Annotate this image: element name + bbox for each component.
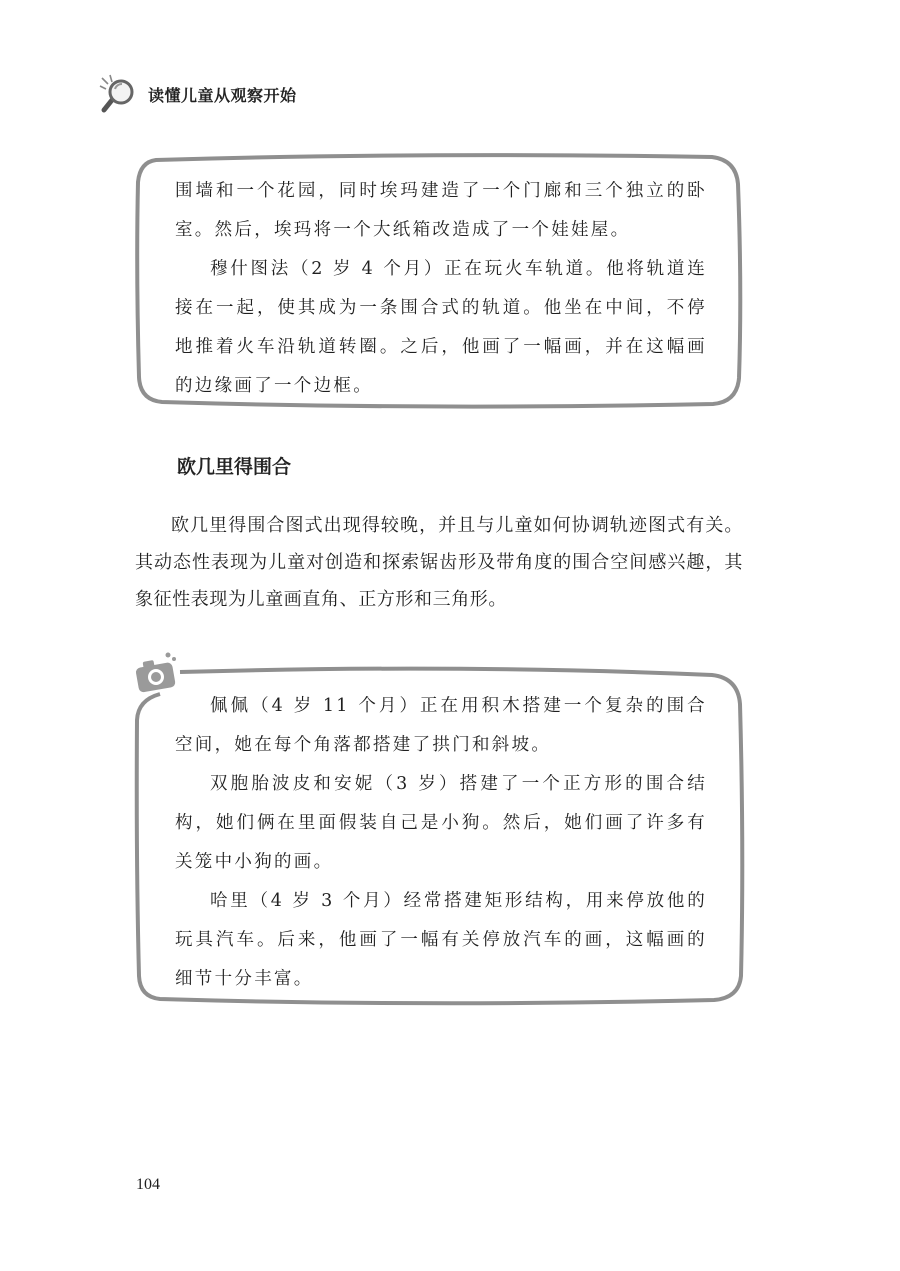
camera-icon	[134, 650, 180, 696]
box1-paragraph-1: 围墙和一个花园，同时埃玛建造了一个门廊和三个独立的卧室。然后，埃玛将一个大纸箱改造成了一个娃娃屋。	[175, 181, 707, 240]
box2-paragraph-1: 佩佩（4 岁 11 个月）正在用积木搭建一个复杂的围合空间，她在每个角落都搭建了拱门和斜坡。	[175, 696, 707, 755]
box2-paragraph-2: 双胞胎波皮和安妮（3 岁）搭建了一个正方形的围合结构，她们俩在里面假装自己是小狗。然后，她们画了许多有关笼中小狗的画。	[175, 774, 707, 872]
section-title: 欧几里得围合	[177, 456, 292, 478]
box1-paragraph-2: 穆什图法（2 岁 4 个月）正在玩火车轨道。他将轨道连接在一起，使其成为一条围合式的轨道。他坐在中间，不停地推着火车沿轨道转圈。之后，他画了一幅画，并在这幅画的边缘画了一个边框。	[175, 259, 707, 396]
header-title: 读懂儿童从观察开始	[148, 85, 297, 105]
section-body	[135, 507, 743, 618]
section-paragraph: 欧几里得围合图式出现得较晚，并且与儿童如何协调轨迹图式有关。其动态性表现为儿童对创造和探索锯齿形及带角度的围合空间感兴趣，其象征性表现为儿童画直角、正方形和三角形。	[135, 515, 743, 610]
running-header	[96, 72, 297, 116]
box2-paragraph-3: 哈里（4 岁 3 个月）经常搭建矩形结构，用来停放他的玩具汽车。后来，他画了一幅有关停放汽车的画，这幅画的细节十分丰富。	[175, 891, 707, 989]
box1-text	[175, 172, 707, 406]
magnifier-icon	[96, 72, 140, 116]
box2-text	[175, 687, 707, 999]
page-number: 104	[136, 1176, 160, 1193]
